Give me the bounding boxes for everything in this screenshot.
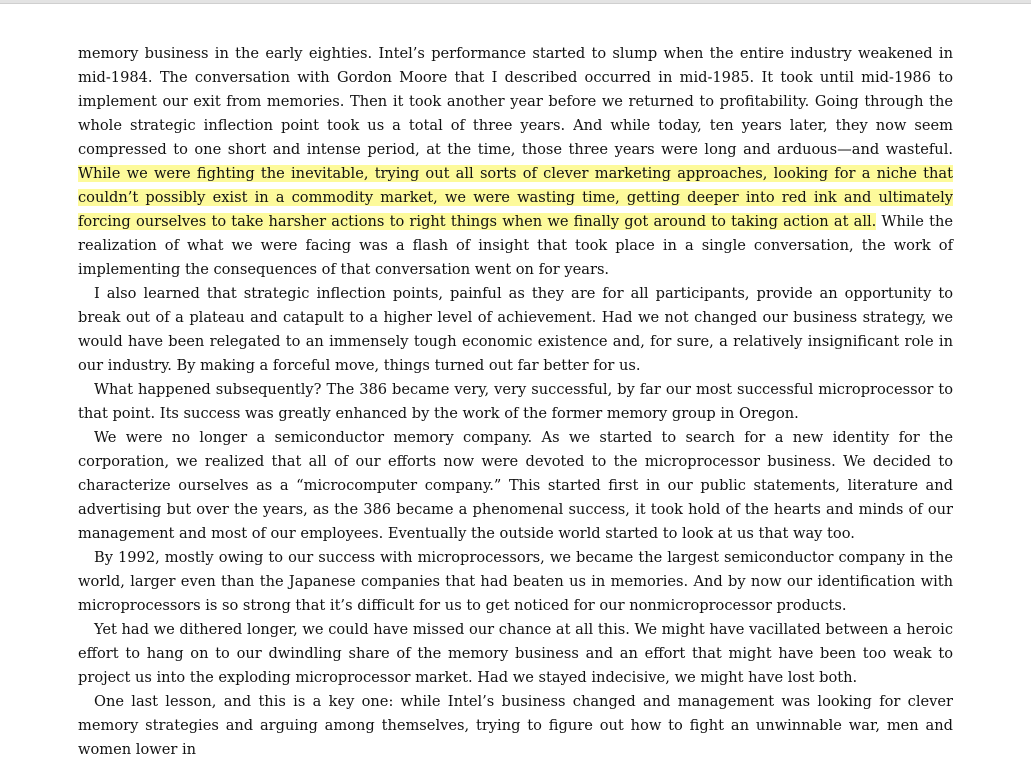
paragraph-1-text-start: memory business in the early eighties. Intel’s performance started to slump when the entire industry weakened in mid-1984. The conversation with Gordon Moore that I described occurred in mid-1985. It took until mid-1986 to implement our exit from memories. Then it took another year before we returned to profitability. Going through the whole strategic inflection point took us a total of three years. And while today, ten years later, they now seem compressed to one short and intense period, at the time, those three years were long and arduous—and wasteful. [78,45,953,158]
paragraph-1-text-end: While the realization of what we were facing was a flash of insight that took place in a single conversation, the work of implementing the consequences of that conversation went on for years. [78,213,953,278]
document-page [78,42,953,762]
paragraph-6: Yet had we dithered longer, we could have missed our chance at all this. We might have vacillated between a heroic effort to hang on to our dwindling share of the memory business and an effort that might have been too weak to project us into the exploding microprocessor market. Had we stayed indecisive, we might have lost both. [78,621,953,686]
highlighted-passage[interactable]: While we were fighting the inevitable, trying out all sorts of clever marketing approaches, looking for a niche that couldn’t possibly exist in a commodity market, we were wasting time, getting deeper into red ink and ultimately forcing ourselves to take harsher actions to right things when we finally got around to taking action at all. [78,165,953,230]
paragraph-7: One last lesson, and this is a key one: while Intel’s business changed and management was looking for clever memory strategies and arguing among themselves, trying to figure out how to fight an unwinnable war, men and women lower in [78,693,953,758]
paragraph-1 [78,42,953,282]
paragraph-4: We were no longer a semiconductor memory company. As we started to search for a new identity for the corporation, we realized that all of our efforts now were devoted to the microprocessor business. We decided to characterize ourselves as a “microcomputer company.” This started first in our public statements, literature and advertising but over the years, as the 386 became a phenomenal success, it took hold of the hearts and minds of our management and most of our employees. Eventually the outside world started to look at us that way too. [78,429,953,542]
paragraph-5: By 1992, mostly owing to our success with microprocessors, we became the largest semiconductor company in the world, larger even than the Japanese companies that had beaten us in memories. And by now our identification with microprocessors is so strong that it’s difficult for us to get noticed for our nonmicroprocessor products. [78,549,953,614]
paragraph-3: What happened subsequently? The 386 became very, very successful, by far our most successful microprocessor to that point. Its success was greatly enhanced by the work of the former memory group in Oregon. [78,381,953,422]
top-border [0,0,1031,4]
paragraph-2: I also learned that strategic inflection points, painful as they are for all participants, provide an opportunity to break out of a plateau and catapult to a higher level of achievement. Had we not changed our business strategy, we would have been relegated to an immensely tough economic existence and, for sure, a relatively insignificant role in our industry. By making a forceful move, things turned out far better for us. [78,285,953,374]
